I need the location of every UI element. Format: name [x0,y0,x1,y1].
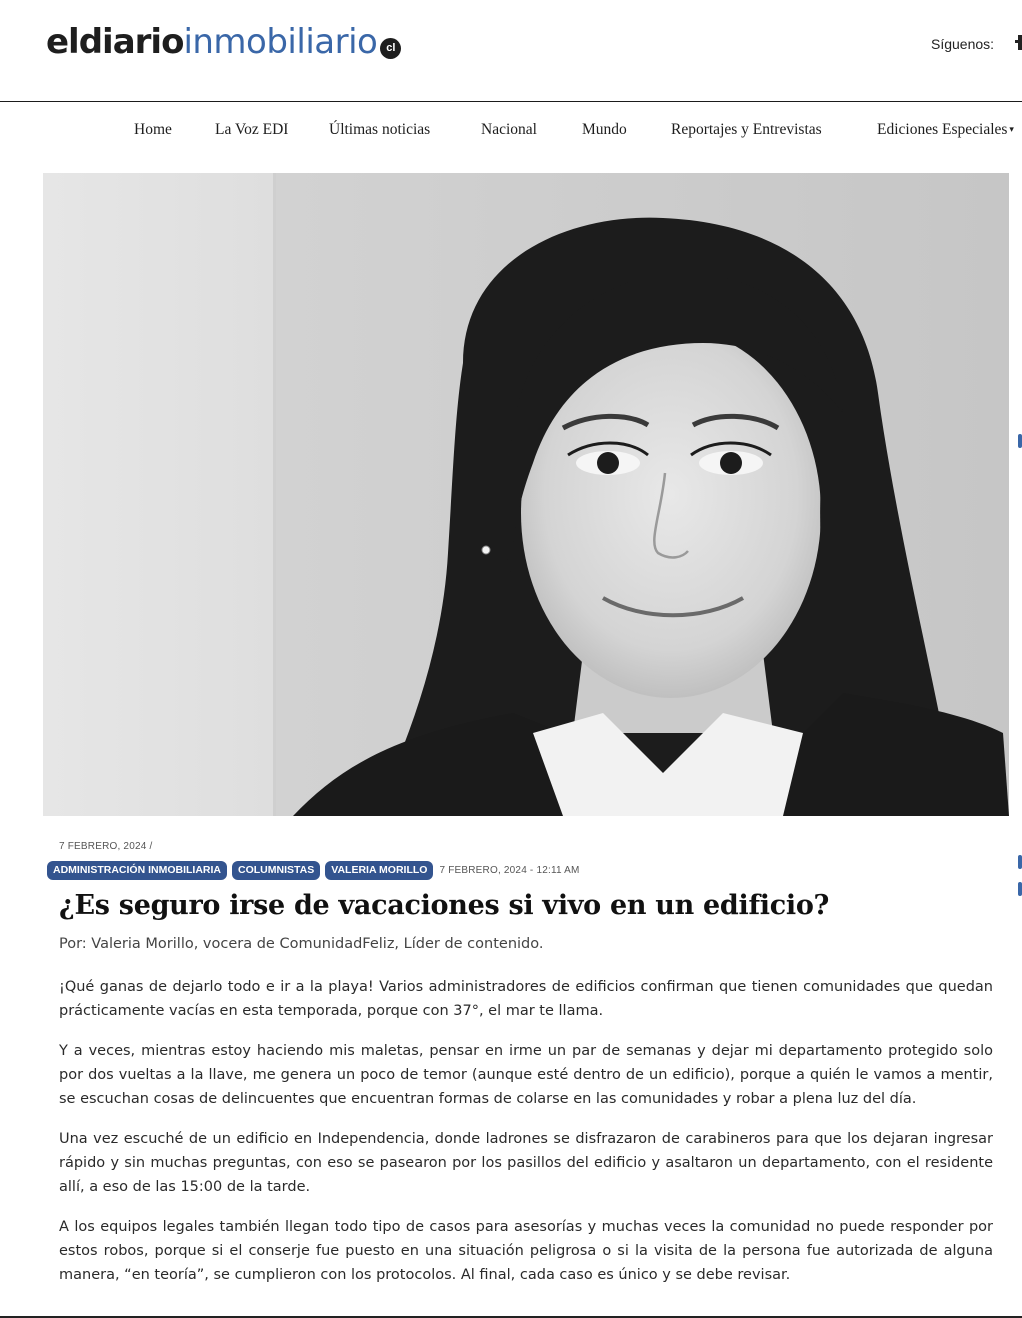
article-paragraph: Y a veces, mientras estoy haciendo mis maletas, pensar en irme un par de semanas y dejar mi departamento protegido solo por dos vueltas a la llave, me genera un poco de temor (aunque esté dentro de un edificio), porque a quién le vamos a mentir, se escuchan cosas de delincuentes que encuentran formas de colarse en las comunidades y robar a plena luz del día. [59,1043,993,1107]
sidebar-edge-mark [1018,882,1022,896]
article-paragraph: A los equipos legales también llegan todo tipo de casos para asesorías y muchas veces la comunidad no puede responder por estos robos, porque si el conserje fue puesto en una situación peligrosa o si la visita de la persona fue autorizada de alguna manera, “en teoría”, se cumplieron con los protocolos. Al final, cada caso es único y se debe revisar. [59,1219,993,1283]
article-byline: Por: Valeria Morillo, vocera de ComunidadFeliz, Líder de contenido. [59,936,544,952]
main-nav [0,103,1022,157]
nav-item-reportajes[interactable]: Reportajes y Entrevistas [671,121,822,138]
social-icon[interactable] [1014,34,1022,50]
article-paragraph: ¡Qué ganas de dejarlo todo e ir a la playa! Varios administradores de edificios confirman que tienen comunidades que quedan prácticamente vacías en esta temporada, porque con 37°, el mar te llama. [59,979,993,1019]
sidebar-edge-mark [1018,855,1022,869]
nav-item-home[interactable]: Home [134,121,172,138]
nav-item-label: Ediciones Especiales [877,121,1008,138]
chevron-down-icon: ▾ [1009,124,1014,134]
logo-part-1: eldiario [46,22,184,62]
nav-item-nacional[interactable]: Nacional [481,121,537,138]
tag-valeria-morillo[interactable]: VALERIA MORILLO [325,861,433,880]
nav-item-la-voz-edi[interactable]: La Voz EDI [215,121,289,138]
post-date: 7 FEBRERO, 2024 / [59,841,153,852]
tag-administracion-inmobiliaria[interactable]: ADMINISTRACIÓN INMOBILIARIA [47,861,227,880]
tag-columnistas[interactable]: COLUMNISTAS [232,861,320,880]
post-datetime: 7 FEBRERO, 2024 - 12:11 AM [439,865,580,876]
site-header [0,0,1022,102]
portrait-illustration [43,173,1009,816]
hero-image [43,173,1009,816]
category-tags [47,861,580,880]
site-logo[interactable] [46,22,401,66]
nav-item-ultimas-noticias[interactable]: Últimas noticias [329,121,431,138]
article-paragraph: Una vez escuché de un edificio en Independencia, donde ladrones se disfrazaron de carabineros para que los dejaran ingresar rápido y sin muchas preguntas, con eso se pasearon por los pasillos del edificio y asaltaron un departamento, con el residente allí, a eso de las 15:00 de la tarde. [59,1131,993,1195]
nav-item-ediciones-especiales[interactable] [877,121,1014,139]
follow-label: Síguenos: [931,36,995,52]
logo-part-2: inmobiliario [183,22,378,62]
article-title: ¿Es seguro irse de vacaciones si vivo en un edificio? [59,890,830,921]
article-body [59,975,993,1303]
sidebar-edge-mark [1018,434,1022,448]
nav-item-mundo[interactable]: Mundo [582,121,627,138]
logo-badge: cl [380,38,401,59]
